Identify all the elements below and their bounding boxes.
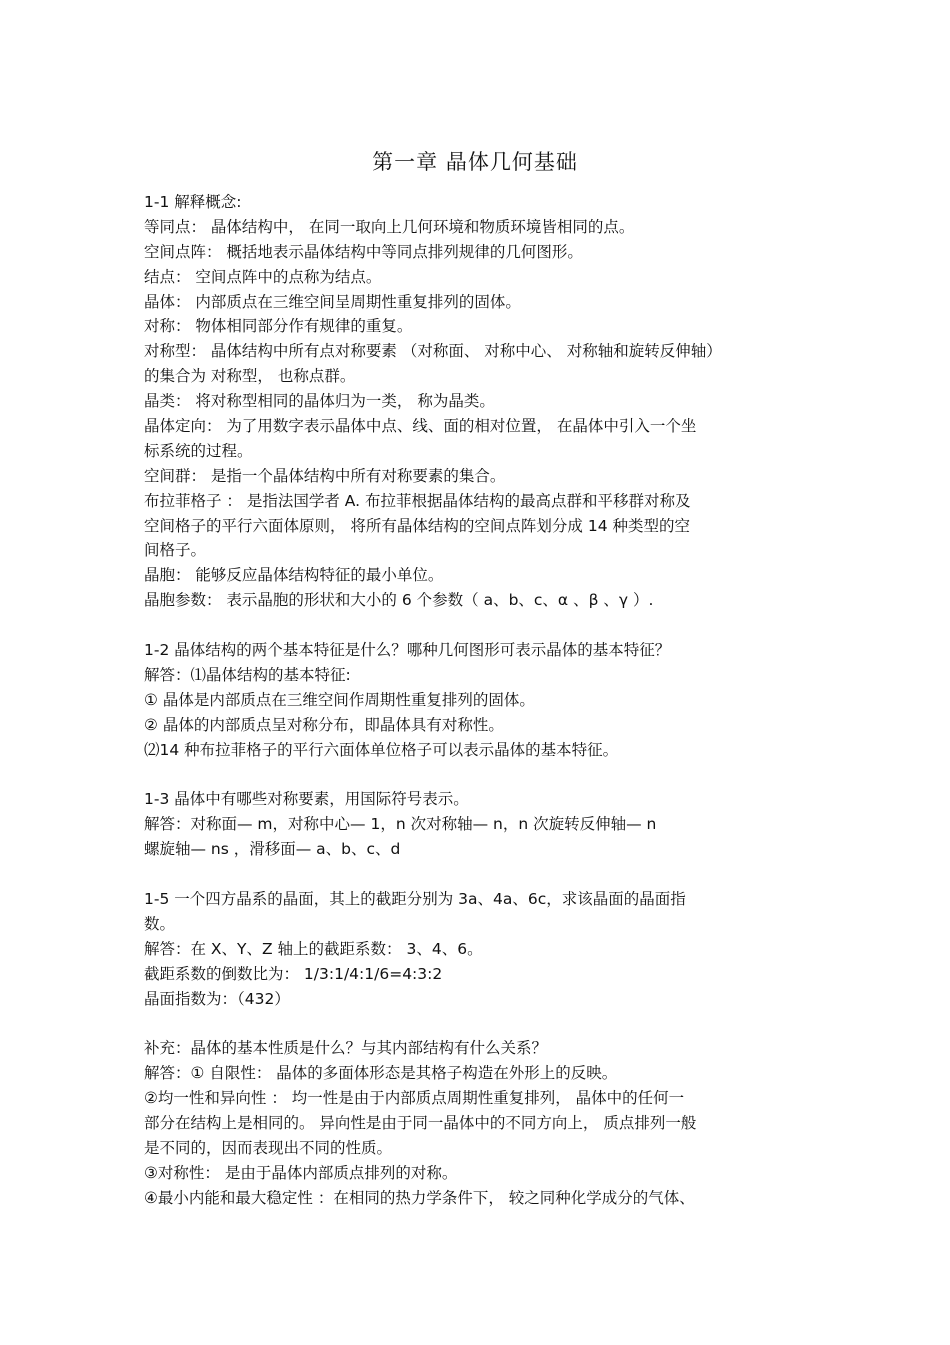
paragraph-gap [144, 1011, 824, 1036]
text-line: 晶体： 内部质点在三维空间呈周期性重复排列的固体。 [144, 292, 521, 311]
text-line: 1-1 解释概念: [144, 193, 242, 211]
paragraph-gap [144, 613, 824, 638]
text-line: ② 晶体的内部质点呈对称分布，即晶体具有对称性。 [144, 715, 504, 734]
text-line: ⑵14 种布拉菲格子的平行六面体单位格子可以表示晶体的基本特征。 [144, 740, 619, 759]
text-line: ④最小内能和最大稳定性 ：在相同的热力学条件下， 较之同种化学成分的气体、 [144, 1188, 695, 1207]
text-line: 数。 [144, 914, 176, 933]
text-line: 解答：⑴晶体结构的基本特征: [144, 665, 351, 684]
text-line: 1-5 一个四方晶系的晶面，其上的截距分别为 3a、4a、6c，求该晶面的晶面指 [144, 889, 686, 908]
text-line: ③对称性： 是由于晶体内部质点排列的对称。 [144, 1163, 458, 1182]
document-body [144, 190, 824, 1211]
text-line: 部分在结构上是相同的。 异向性是由于同一晶体中的不同方向上， 质点排列一般 [144, 1113, 697, 1132]
text-line: 结点： 空间点阵中的点称为结点。 [144, 267, 382, 286]
text-line: 标系统的过程。 [144, 441, 253, 460]
text-line: 布拉菲格子 ： 是指法国学者 A. 布拉菲根据晶体结构的最高点群和平移群对称及 [144, 491, 691, 510]
text-line: 解答：对称面— m，对称中心— 1，n 次对称轴— n，n 次旋转反伸轴— n [144, 815, 657, 834]
paragraph-gap [144, 862, 824, 887]
text-line: 晶类： 将对称型相同的晶体归为一类， 称为晶类。 [144, 392, 495, 411]
text-line: 晶胞： 能够反应晶体结构特征的最小单位。 [144, 566, 444, 585]
text-line: 对称： 物体相同部分作有规律的重复。 [144, 317, 413, 336]
text-line: ① 晶体是内部质点在三维空间作周期性重复排列的固体。 [144, 690, 535, 709]
text-line: 晶体定向： 为了用数字表示晶体中点、线、面的相对位置， 在晶体中引入一个坐 [144, 417, 697, 436]
text-line: 螺旋轴— ns ，滑移面— a、b、c、d [144, 840, 401, 859]
text-line: 补充：晶体的基本性质是什么？与其内部结构有什么关系？ [144, 1039, 548, 1058]
text-line: 截距系数的倒数比为： 1/3:1/4:1/6=4:3:2 [144, 964, 443, 983]
text-line: 解答：在 X、Y、Z 轴上的截距系数： 3、4、6。 [144, 939, 483, 958]
text-line: 晶胞参数： 表示晶胞的形状和大小的 6 个参数（ a、b、c、α 、β 、γ ）. [144, 591, 654, 610]
text-line: 对称型： 晶体结构中所有点对称要素 （对称面、 对称中心、 对称轴和旋转反伸轴） [144, 342, 722, 361]
text-line: 等同点： 晶体结构中， 在同一取向上几何环境和物质环境皆相同的点。 [144, 217, 635, 236]
text-line: 是不同的，因而表现出不同的性质。 [144, 1138, 393, 1157]
text-line: 晶面指数为：（432） [144, 989, 290, 1008]
text-line: 空间群： 是指一个晶体结构中所有对称要素的集合。 [144, 466, 506, 485]
text-line: 1-3 晶体中有哪些对称要素，用国际符号表示。 [144, 790, 469, 809]
text-line: 间格子。 [144, 541, 207, 560]
paragraph-gap [144, 762, 824, 787]
text-line: 空间点阵： 概括地表示晶体结构中等同点排列规律的几何图形。 [144, 242, 583, 261]
text-line: 1-2 晶体结构的两个基本特征是什么？哪种几何图形可表示晶体的基本特征？ [144, 641, 671, 660]
text-line: ②均一性和异向性 ： 均一性是由于内部质点周期性重复排列， 晶体中的任何一 [144, 1089, 685, 1108]
chapter-title: 第一章 晶体几何基础 [372, 150, 578, 174]
text-line: 的集合为 对称型， 也称点群。 [144, 367, 356, 386]
text-line: 空间格子的平行六面体原则， 将所有晶体结构的空间点阵划分成 14 种类型的空 [144, 516, 691, 535]
text-line: 解答：① 自限性： 晶体的多面体形态是其格子构造在外形上的反映。 [144, 1064, 618, 1083]
